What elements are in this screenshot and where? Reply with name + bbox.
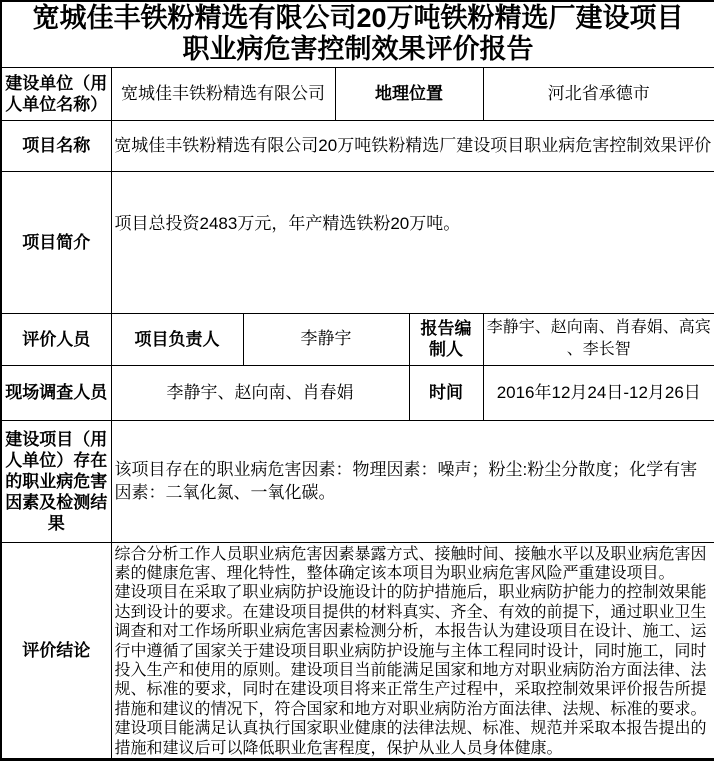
project-leader-value: 李静宇	[243, 313, 409, 365]
project-name-row	[1, 120, 714, 171]
report-writers-value: 李静宇、赵向南、肖春娟、高宾、李长智	[483, 313, 714, 365]
evaluators-label: 评价人员	[1, 313, 111, 365]
project-name-label: 项目名称	[1, 120, 111, 171]
time-value: 2016年12月24日-12月26日	[483, 365, 714, 420]
hazards-value: 该项目存在的职业病危害因素：物理因素：噪声；粉尘:粉尘分散度；化学有害因素：二氧化氮、一氧化碳。	[111, 420, 714, 542]
project-leader-label: 项目负责人	[111, 313, 243, 365]
hazards-row	[1, 420, 714, 542]
site-survey-value: 李静宇、赵向南、肖春娟	[111, 365, 409, 420]
location-label: 地理位置	[335, 67, 483, 120]
hazards-label: 建设项目（用人单位）存在的职业病危害因素及检测结果	[1, 420, 111, 542]
conclusion-label: 评价结论	[1, 542, 111, 759]
project-name-value: 宽城佳丰铁粉精选有限公司20万吨铁粉精选厂建设项目职业病危害控制效果评价	[111, 120, 714, 171]
site-survey-row	[1, 365, 714, 420]
evaluators-row	[1, 313, 714, 365]
location-value: 河北省承德市	[483, 67, 714, 120]
title-row	[1, 1, 714, 67]
project-intro-value: 项目总投资2483万元，年产精选铁粉20万吨。	[111, 171, 714, 313]
construction-unit-row	[1, 67, 714, 120]
project-intro-label: 项目简介	[1, 171, 111, 313]
conclusion-paragraph-1: 综合分析工作人员职业病危害因素暴露方式、接触时间、接触水平以及职业病危害因素的健康危害、理化特性，整体确定该本项目为职业病危害风险严重建设项目。	[114, 545, 707, 582]
report-title: 宽城佳丰铁粉精选有限公司20万吨铁粉精选厂建设项目职业病危害控制效果评价报告	[1, 1, 714, 67]
conclusion-value	[111, 542, 714, 759]
project-intro-row	[1, 171, 714, 313]
conclusion-row	[1, 542, 714, 759]
time-label: 时间	[409, 365, 483, 420]
construction-unit-value: 宽城佳丰铁粉精选有限公司	[111, 67, 335, 120]
conclusion-paragraph-2: 建设项目在采取了职业病防护设施设计的防护措施后，职业病防护能力的控制效果能达到设计的要求。在建设项目提供的材料真实、齐全、有效的前提下，通过职业卫生调查和对工作场所职业病危害因素检测分析，本报告认为建设项目在设计、施工、运行中遵循了国家关于建设项目职业病防护设施与主体工程同时设计，同时施工，同时投入生产和使用的原则。建设项目当前能满足国家和地方对职业病防治方面法律、法规、标准的要求，同时在建设项目将来正常生产过程中，采取控制效果评价报告所提措施和建议的情况下，符合国家和地方对职业病防治方面法律、法规、标准的要求。建设项目能满足认真执行国家职业健康的法律法规、标准、规范并采取本报告提出的措施和建议后可以降低职业危害程度，保护从业人员身体健康。	[114, 584, 707, 757]
site-survey-label: 现场调查人员	[1, 365, 111, 420]
report-writers-label: 报告编制人	[409, 313, 483, 365]
construction-unit-label: 建设单位（用人单位名称）	[1, 67, 111, 120]
